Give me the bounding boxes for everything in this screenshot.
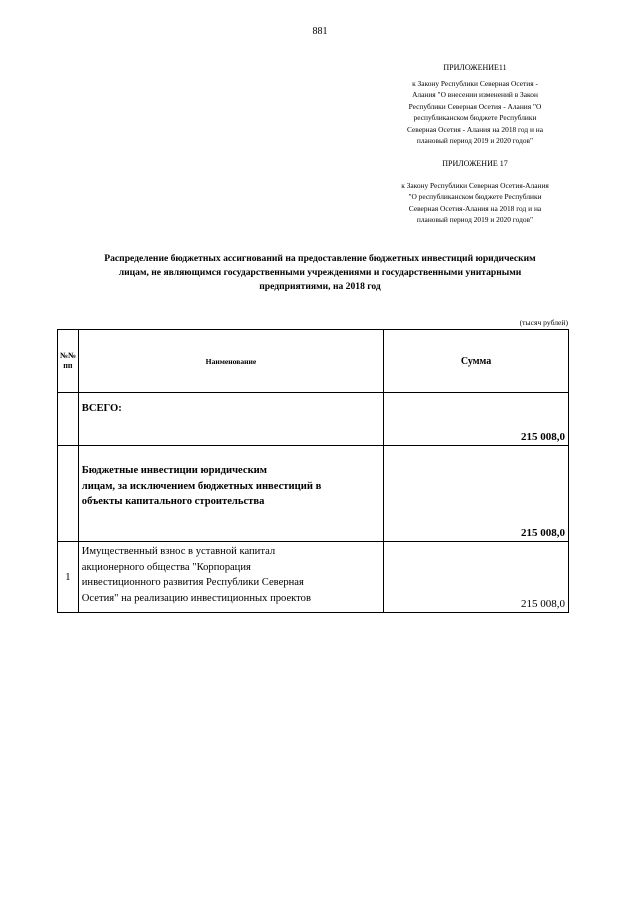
title-line: Распределение бюджетных ассигнований на предоставление бюджетных инвестиций юридическим — [104, 253, 536, 264]
item-name-line: Осетия" на реализацию инвестиционных проектов — [81, 592, 311, 604]
header-number-line: пп — [63, 361, 73, 370]
appendix-old-line: плановый период 2019 и 2020 годов" — [416, 215, 534, 224]
appendix-new-line: Северная Осетия - Алания на 2018 год и на — [406, 124, 544, 134]
appendix-new-block — [370, 62, 580, 147]
item-sum-cell — [384, 542, 569, 613]
header-number-line: №№ — [59, 351, 76, 360]
group-number-cell — [58, 446, 79, 542]
appendix-new-heading: ПРИЛОЖЕНИЕ11 — [443, 63, 507, 72]
group-sum-cell — [384, 446, 569, 542]
item-name-line: Имущественный взнос в уставной капитал — [81, 546, 276, 557]
title-line: лицам, не являющимся государственными учреждениями и государственными унитарными — [118, 267, 522, 278]
appendix-old-heading: ПРИЛОЖЕНИЕ 17 — [442, 159, 508, 168]
item-name — [78, 542, 383, 613]
table-header-row — [58, 330, 569, 393]
group-sum-value: 215 008,0 — [521, 527, 565, 539]
total-sum-cell — [384, 393, 569, 446]
appendix-old-block — [370, 158, 580, 226]
total-sum-value: 215 008,0 — [521, 431, 565, 443]
header-name: Наименование — [78, 330, 383, 393]
appendix-new-line: республиканском бюджете Республики — [413, 113, 537, 122]
header-number — [58, 330, 79, 393]
table-row — [58, 542, 569, 613]
group-label-line: объекты капитального строительства — [81, 496, 265, 507]
item-number: 1 — [58, 542, 79, 613]
table-row-group — [58, 446, 569, 542]
units-note: (тысяч рублей) — [519, 318, 568, 327]
title-line: предприятиями, на 2018 год — [259, 281, 381, 292]
header-sum: Сумма — [384, 330, 569, 393]
appendix-old-line: "О республиканском бюджете Республики — [408, 192, 542, 201]
item-name-line: инвестиционного развития Республики Северная — [81, 577, 304, 588]
group-label — [78, 446, 383, 542]
total-number-cell — [58, 393, 79, 446]
appendix-new-line: Республики Северная Осетия - Алания "О — [408, 101, 542, 111]
item-sum-value: 215 008,0 — [521, 598, 565, 610]
appendix-old-line: Северная Осетия-Алания на 2018 год и на — [408, 203, 542, 213]
appendix-new-line: плановый период 2019 и 2020 годов" — [416, 136, 534, 145]
appendix-new-line: к Закону Республики Северная Осетия - — [412, 78, 538, 88]
document-title — [55, 252, 585, 294]
allocation-table — [57, 329, 569, 613]
group-label-line: лицам, за исключением бюджетных инвестиций в — [81, 480, 322, 492]
appendix-old-line: к Закону Республики Северная Осетия-Алания — [401, 180, 549, 190]
item-name-line: акционерного общества "Корпорация — [81, 561, 251, 573]
group-label-line: Бюджетные инвестиции юридическим — [81, 465, 268, 476]
page-number: 881 — [312, 26, 328, 37]
total-label: ВСЕГО: — [78, 393, 383, 446]
table-row-total — [58, 393, 569, 446]
appendix-new-line: Алания "О внесении изменений в Закон — [412, 90, 538, 99]
